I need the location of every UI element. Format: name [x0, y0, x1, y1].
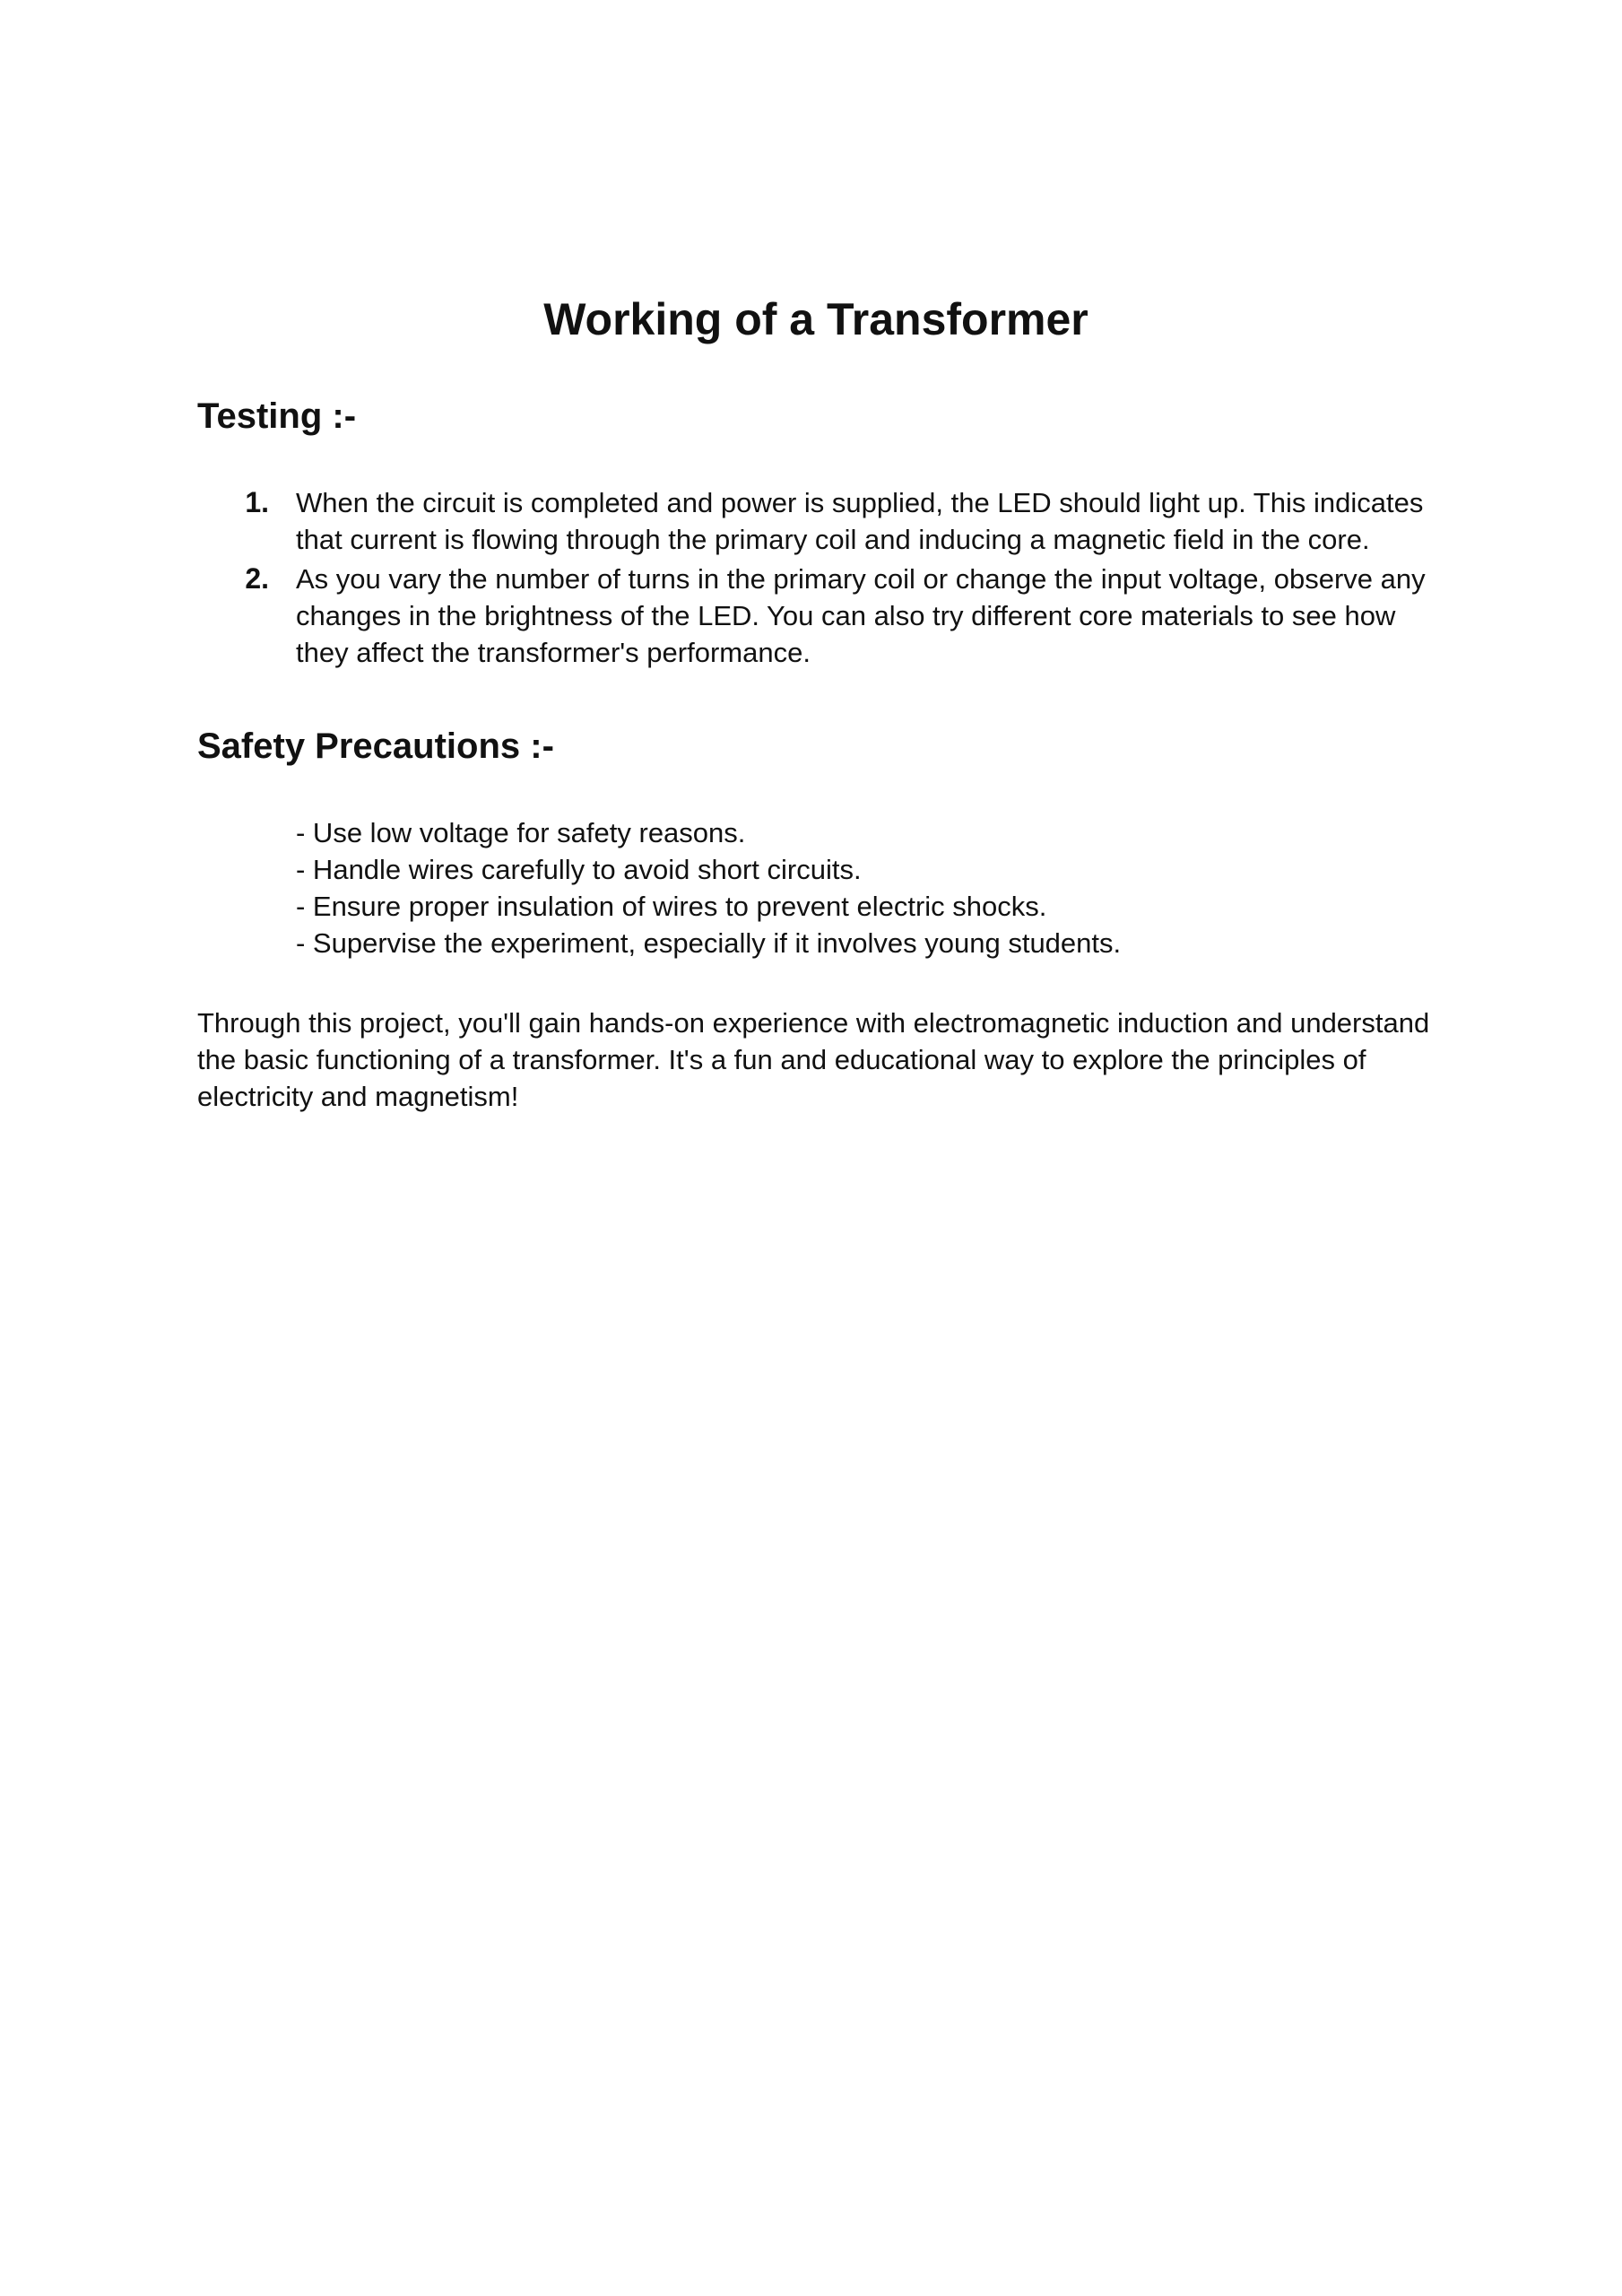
testing-item-2: [197, 561, 1453, 671]
safety-list: [197, 814, 1453, 961]
safety-item: - Use low voltage for safety reasons.: [296, 817, 746, 848]
testing-heading: Testing :-: [197, 396, 357, 436]
document-title: Working of a Transformer: [543, 294, 1089, 344]
testing-item-text: As you vary the number of turns in the primary coil or change the input voltage, observe any changes in the brightness of the LED. You can also try different core materials to see how they affect the transformer's performance.: [296, 563, 1426, 668]
testing-item-number: 2.: [245, 562, 269, 595]
safety-item: - Ensure proper insulation of wires to prevent electric shocks.: [296, 891, 1047, 922]
document-content: [197, 287, 1453, 1115]
safety-heading: Safety Precautions :-: [197, 726, 554, 766]
testing-list: [197, 484, 1453, 671]
testing-item-number: 1.: [245, 486, 269, 518]
safety-item: - Handle wires carefully to avoid short circuits.: [296, 854, 862, 885]
closing-paragraph: Through this project, you'll gain hands-on experience with electromagnetic induction and understand the basic functioning of a transformer. It's a fun and educational way to explore the principles of electricity and magnetism!: [197, 1007, 1430, 1112]
testing-item-1: [197, 484, 1453, 558]
testing-item-text: When the circuit is completed and power is supplied, the LED should light up. This indicates that current is flowing through the primary coil and inducing a magnetic field in the core.: [296, 487, 1424, 555]
safety-item: - Supervise the experiment, especially if it involves young students.: [296, 927, 1122, 959]
